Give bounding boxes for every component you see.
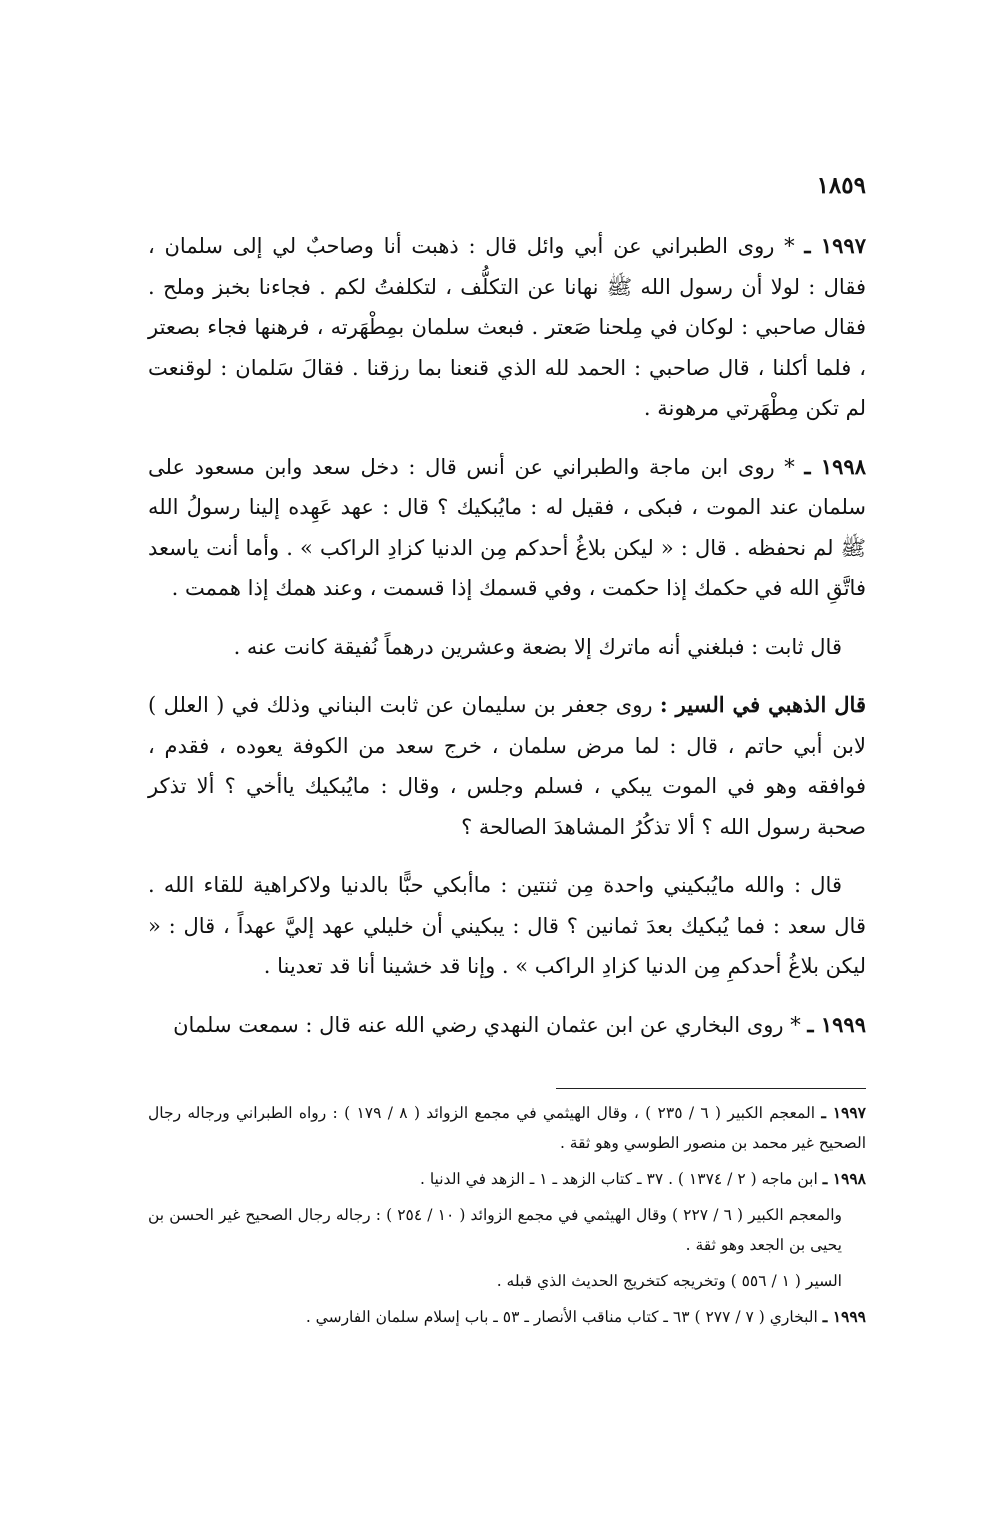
footnote-number: ١٩٩٨ ـ bbox=[822, 1169, 866, 1188]
footnote-text: ابن ماجه ( ٢ / ١٣٧٤ ) . ٣٧ ـ كتاب الزهد ـ ١ ـ الزهد في الدنيا . bbox=[419, 1170, 818, 1188]
paragraph-thabit bbox=[148, 627, 866, 668]
paragraph-1999 bbox=[148, 1005, 866, 1046]
footnote-number: ١٩٩٧ ـ bbox=[821, 1103, 866, 1122]
hadith-number: ١٩٩٩ ـ bbox=[807, 1011, 866, 1037]
paragraph-text: قال : والله مايُبكيني واحدة مِن ثنتين : ماأبكي حبًّا بالدنيا ولاكراهية للقاء الله . قال سعد : فما يُبكيك بعدَ ثمانين ؟ قال : يبكيني أن خليلي عهد إليَّ عهداً ، قال : « ليكن بلاغُ أحدكمِ مِن الدنيا كزادِ الراكب » . وإنا قد خشينا أنا قد تعدينا . bbox=[148, 873, 866, 978]
footnote-1999 bbox=[148, 1302, 866, 1332]
footnote-text: المعجم الكبير ( ٦ / ٢٣٥ ) ، وقال الهيثمي في مجمع الزوائد ( ٨ / ١٧٩ ) : رواه الطبراني ورجاله رجال الصحيح غير محمد بن منصور الطوسي وهو ثقة . bbox=[148, 1104, 866, 1152]
paragraph-text: قال ثابت : فبلغني أنه ماترك إلا بضعة وعشرين درهماً نُفيقة كانت عنه . bbox=[233, 634, 842, 659]
hadith-number: ١٩٩٧ ـ bbox=[804, 233, 866, 258]
paragraph-1998 bbox=[148, 447, 866, 609]
hadith-number: ١٩٩٨ ـ bbox=[804, 453, 866, 479]
footnote-divider bbox=[556, 1088, 866, 1089]
book-page bbox=[148, 0, 866, 1518]
footnote-text: والمعجم الكبير ( ٦ / ٢٢٧ ) وقال الهيثمي في مجمع الزوائد ( ١٠ / ٢٥٤ ) : رجاله رجال الصحيح غير الحسن بن يحيى بن الجعد وهو ثقة . bbox=[148, 1206, 843, 1254]
footnote-number: ١٩٩٩ ـ bbox=[822, 1307, 866, 1326]
footnote-1998 bbox=[148, 1164, 866, 1194]
footnote-1997 bbox=[148, 1098, 866, 1158]
main-text bbox=[148, 226, 866, 1063]
page-number: ١٨٥٩ bbox=[816, 172, 866, 199]
footnote-1998-siyar bbox=[148, 1266, 866, 1296]
footnote-text: البخاري ( ٧ / ٢٧٧ ) ٦٣ ـ كتاب مناقب الأنصار ـ ٥٣ ـ باب إسلام سلمان الفارسي . bbox=[305, 1308, 818, 1326]
footnote-text: السير ( ١ / ٥٥٦ ) وتخريجه كتخريج الحديث الذي قبله . bbox=[496, 1272, 842, 1290]
paragraph-text: * روى الطبراني عن أبي وائل قال : ذهبت أنا وصاحبٌ لي إلى سلمان ، فقال : لولا أن رسول الله ﷺ نهانا عن التكلُّف ، لتكلفتُ لكم . فجاءنا بخبز وملح . فقال صاحبي : لوكان في مِلحنا صَعتر . فبعث سلمان بمِطْهَرته ، فرهنها فجاء بصعتر ، فلما أكلنا ، قال صاحبي : الحمد لله الذي قنعنا بما رزقنا . فقالَ سَلمان : لوقنعت لم تكن مِطْهَرتي مرهونة . bbox=[148, 234, 866, 420]
footnote-1998-tabarani bbox=[148, 1200, 866, 1260]
paragraph-text: * روى البخاري عن ابن عثمان النهدي رضي الله عنه قال : سمعت سلمان bbox=[173, 1012, 801, 1037]
paragraph-dhahabi bbox=[148, 685, 866, 847]
paragraph-1997 bbox=[148, 226, 866, 429]
paragraph-text: * روى ابن ماجة والطبراني عن أنس قال : دخل سعد وابن مسعود على سلمان عند الموت ، فبكى ، فقيل له : مايُبكيك ؟ قال : عهد عَهِده إلينا رسولُ الله ﷺ لم نحفظه . قال : « ليكن بلاغُ أحدكم مِن الدنيا كزادِ الراكب » . وأما أنت ياسعد فاتَّقِ الله في حكمك إذا حكمت ، وفي قسمك إذا قسمت ، وعند همك إذا هممت . bbox=[148, 454, 866, 600]
source-label: قال الذهبي في السير : bbox=[659, 692, 866, 717]
paragraph-salman-reply bbox=[148, 865, 866, 987]
footnotes bbox=[148, 1098, 866, 1338]
paragraph-text: روى جعفر بن سليمان عن ثابت البناني وذلك في ( العلل ) لابن أبي حاتم ، قال : لما مرض سلمان ، خرج سعد من الكوفة يعوده ، فقدم ، فوافقه وهو في الموت يبكي ، فسلم وجلس ، وقال : مايُبكيك ياأخي ؟ ألا تذكر صحبة رسول الله ؟ ألا تذكُرُ المشاهدَ الصالحة ؟ bbox=[148, 693, 866, 839]
